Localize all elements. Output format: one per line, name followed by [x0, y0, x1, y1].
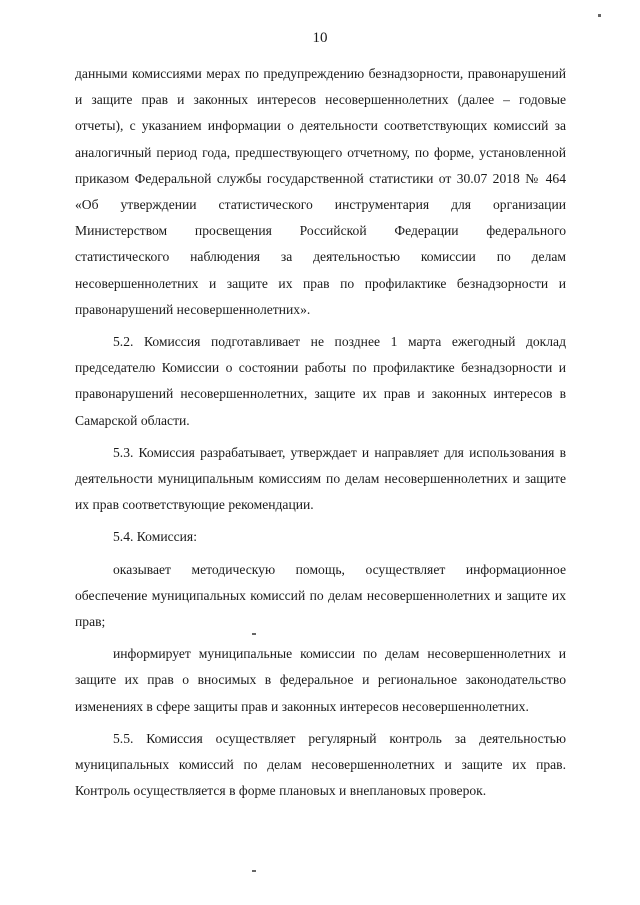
paragraph-methodical-help: оказывает методическую помощь, осуществляет информационное обеспечение муниципальных комиссий по делам несовершеннолетних и защите их прав; [75, 561, 566, 630]
paragraph-5-2: 5.2. Комиссия подготавливает не позднее 1 марта ежегодный доклад председателю Комиссии о состоянии работы по профилактике безнадзорности и правонарушений несовершеннолетних, защите их прав и законных интересов в Самарской области. [75, 334, 566, 428]
paragraph-continuation: данными комиссиями мерах по предупреждению безнадзорности, правонарушений и защите прав и законных интересов несовершеннолетних (далее – годовые отчеты), с указанием информации о деятельности соответствующих комиссий за аналогичный период года, предшествующего отчетному, по форме, установленной приказом Федеральной службы государственной статистики от 30.07 2018 № 464 «Об утверждении статистического инструментария для организации Министерством просвещения Российской Федерации федерального статистического наблюдения за деятельностью комиссии по делам несовершеннолетних и защите их прав по профилактике безнадзорности и правонарушений несовершеннолетних». [75, 66, 566, 317]
scan-speck [252, 633, 256, 635]
scan-speck [598, 14, 601, 17]
document-body [75, 61, 566, 804]
scan-speck [252, 870, 256, 872]
paragraph-5-5: 5.5. Комиссия осуществляет регулярный контроль за деятельностью муниципальных комиссий по делам несовершеннолетних и защите их прав. Контроль осуществляется в форме плановых и внеплановых проверок. [75, 730, 566, 799]
page-number: 10 [312, 30, 328, 46]
paragraph-5-3: 5.3. Комиссия разрабатывает, утверждает и направляет для использования в деятельности муниципальным комиссиям по делам несовершеннолетних и защите их прав соответствующие рекомендации. [75, 444, 566, 513]
paragraph-informs: информирует муниципальные комиссии по делам несовершеннолетних и защите их прав о вносимых в федеральное и региональное законодательство изменениях в сфере защиты прав и законных интересов несовершеннолетних. [75, 646, 566, 714]
paragraph-5-4: 5.4. Комиссия: [113, 529, 197, 545]
